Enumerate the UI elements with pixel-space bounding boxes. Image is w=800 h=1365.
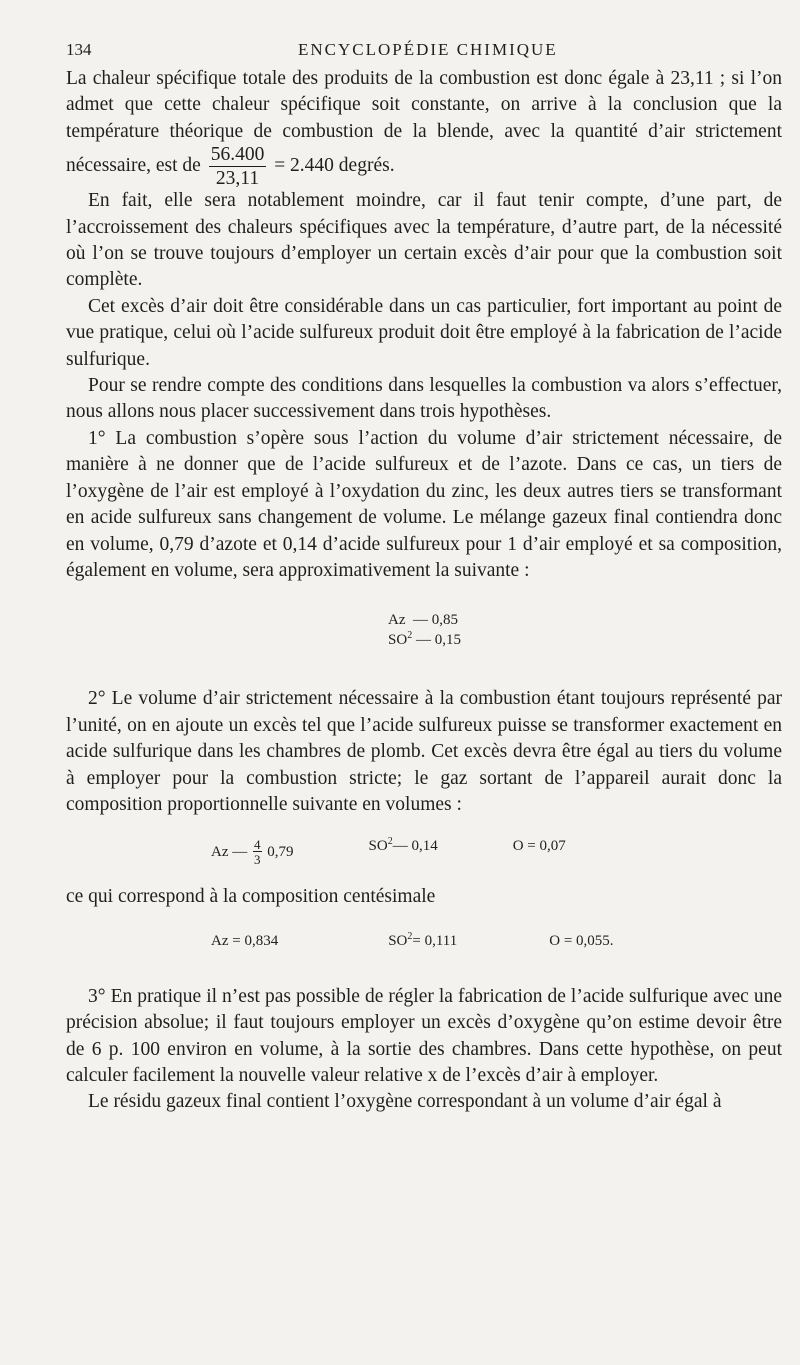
page-header bbox=[66, 36, 782, 66]
paragraph-3: Cet excès d’air doit être considérable dans un cas particulier, fort important au point de vue pratique, celui où l’acide sulfureux produit doit être employé à la fabrication de l’acide sulfurique. bbox=[66, 295, 782, 370]
formula3-so-label: SO bbox=[388, 932, 408, 949]
paragraph-1 bbox=[66, 66, 782, 188]
formula-az-value: — 0,85 bbox=[413, 612, 458, 629]
formula3-az: Az = 0,834 bbox=[211, 932, 279, 949]
formula2-fraction bbox=[253, 838, 262, 866]
formula2-az-value: 0,79 bbox=[267, 843, 294, 860]
paragraph-6: 2° Le volume d’air strictement nécessaire à la combustion étant toujours représenté par l’unité, on en ajoute un excès tel que l’acide sulfureux puisse se transformer exactement en acide sulfurique dans les chambres de plomb. Cet excès devra être égal au tiers du volume à employer pour la combustion stricte; le gaz sortant de l’appareil aurait donc la composition proportionnelle suivante en volumes : bbox=[66, 688, 782, 815]
page-number: 134 bbox=[66, 40, 92, 59]
body-text-2 bbox=[66, 686, 782, 818]
formula2-so2 bbox=[369, 838, 438, 866]
formula2-so-sup: 2 bbox=[387, 836, 393, 848]
paragraph-7: ce qui correspond à la composition centésimale bbox=[66, 886, 436, 908]
formula2-az bbox=[211, 838, 294, 866]
body-text-3 bbox=[66, 884, 782, 910]
formula2-o: O = 0,07 bbox=[512, 838, 566, 855]
fraction-denominator: 23,11 bbox=[215, 167, 260, 189]
formula3-so-value: = 0,111 bbox=[412, 932, 458, 949]
body-text bbox=[66, 66, 782, 584]
paragraph-2: En fait, elle sera notablement moindre, car il faut tenir compte, d’une part, de l’accroissement des chaleurs spécifiques avec la température, d’autre part, de la nécessité où l’on se trouve toujours d’employer un certain excès d’air pour que la combustion soit complète. bbox=[66, 190, 782, 291]
body-text-4 bbox=[66, 984, 782, 1116]
formula2-az-label: Az — bbox=[211, 843, 248, 860]
paragraph-5: 1° La combustion s’opère sous l’action du volume d’air strictement nécessaire, de manière à ne donner que de l’acide sulfureux et de l’azote. Dans ce cas, un tiers de l’oxygène de l’air est employé à l’oxydation du zinc, les deux autres tiers se transformant en acide sulfureux sans changement de volume. Le mélange gazeux final contiendra donc en volume, 0,79 d’azote et 0,14 d’acide sulfureux pour 1 d’air employé et sa composition, également en volume, sera approximativement la suivante : bbox=[66, 427, 782, 581]
fraction-numerator: 56.400 bbox=[210, 144, 265, 166]
formula2-frac-den: 3 bbox=[254, 852, 261, 868]
formula-line-az bbox=[388, 610, 528, 630]
formula-az-label: Az bbox=[388, 612, 406, 629]
formula2-so-label: SO bbox=[368, 838, 388, 855]
formula3-so-sup: 2 bbox=[407, 930, 413, 942]
paragraph-1-result: = 2.440 degrés. bbox=[274, 155, 395, 177]
paragraph-4: Pour se rendre compte des conditions dans lesquelles la combustion va alors s’effectuer, nous allons nous placer successivement dans trois hypothèses. bbox=[66, 375, 782, 423]
running-title: ENCYCLOPÉDIE CHIMIQUE bbox=[298, 40, 558, 59]
formula-composition-2 bbox=[66, 838, 782, 866]
formula2-frac-num: 4 bbox=[254, 837, 261, 853]
formula3-o: O = 0,055. bbox=[549, 932, 614, 949]
formula-line-so2 bbox=[388, 630, 528, 650]
formula-composition-3 bbox=[66, 930, 782, 950]
paragraph-8: 3° En pratique il n’est pas possible de régler la fabrication de l’acide sulfurique avec une précision absolue; il faut toujours employer un excès d’oxygène qu’on estime devoir être de 6 p. 100 environ en volume, à la sortie des chambres. Dans cette hypothèse, on peut calculer facilement la nouvelle valeur relative x de l’excès d’air à employer. bbox=[66, 985, 782, 1086]
formula-so-sup: 2 bbox=[407, 630, 413, 642]
formula-so-value: — 0,15 bbox=[415, 632, 461, 649]
fraction-temperature bbox=[209, 145, 267, 188]
paragraph-1-text: La chaleur spécifique totale des produits de la combustion est donc égale à 23,11 ; si l’on admet que cette chaleur spécifique soit constante, on arrive à la conclusion que la température théorique de combustion de la blende, avec la quantité d’air strictement nécessaire, est de bbox=[66, 68, 782, 177]
paragraph-9: Le résidu gazeux final contient l’oxygène correspondant à un volume d’air égal à bbox=[88, 1091, 722, 1113]
formula2-so-value: — 0,14 bbox=[392, 838, 438, 855]
formula3-so2 bbox=[388, 930, 458, 950]
formula-so-label: SO bbox=[388, 632, 408, 649]
formula-composition-1 bbox=[388, 610, 528, 650]
